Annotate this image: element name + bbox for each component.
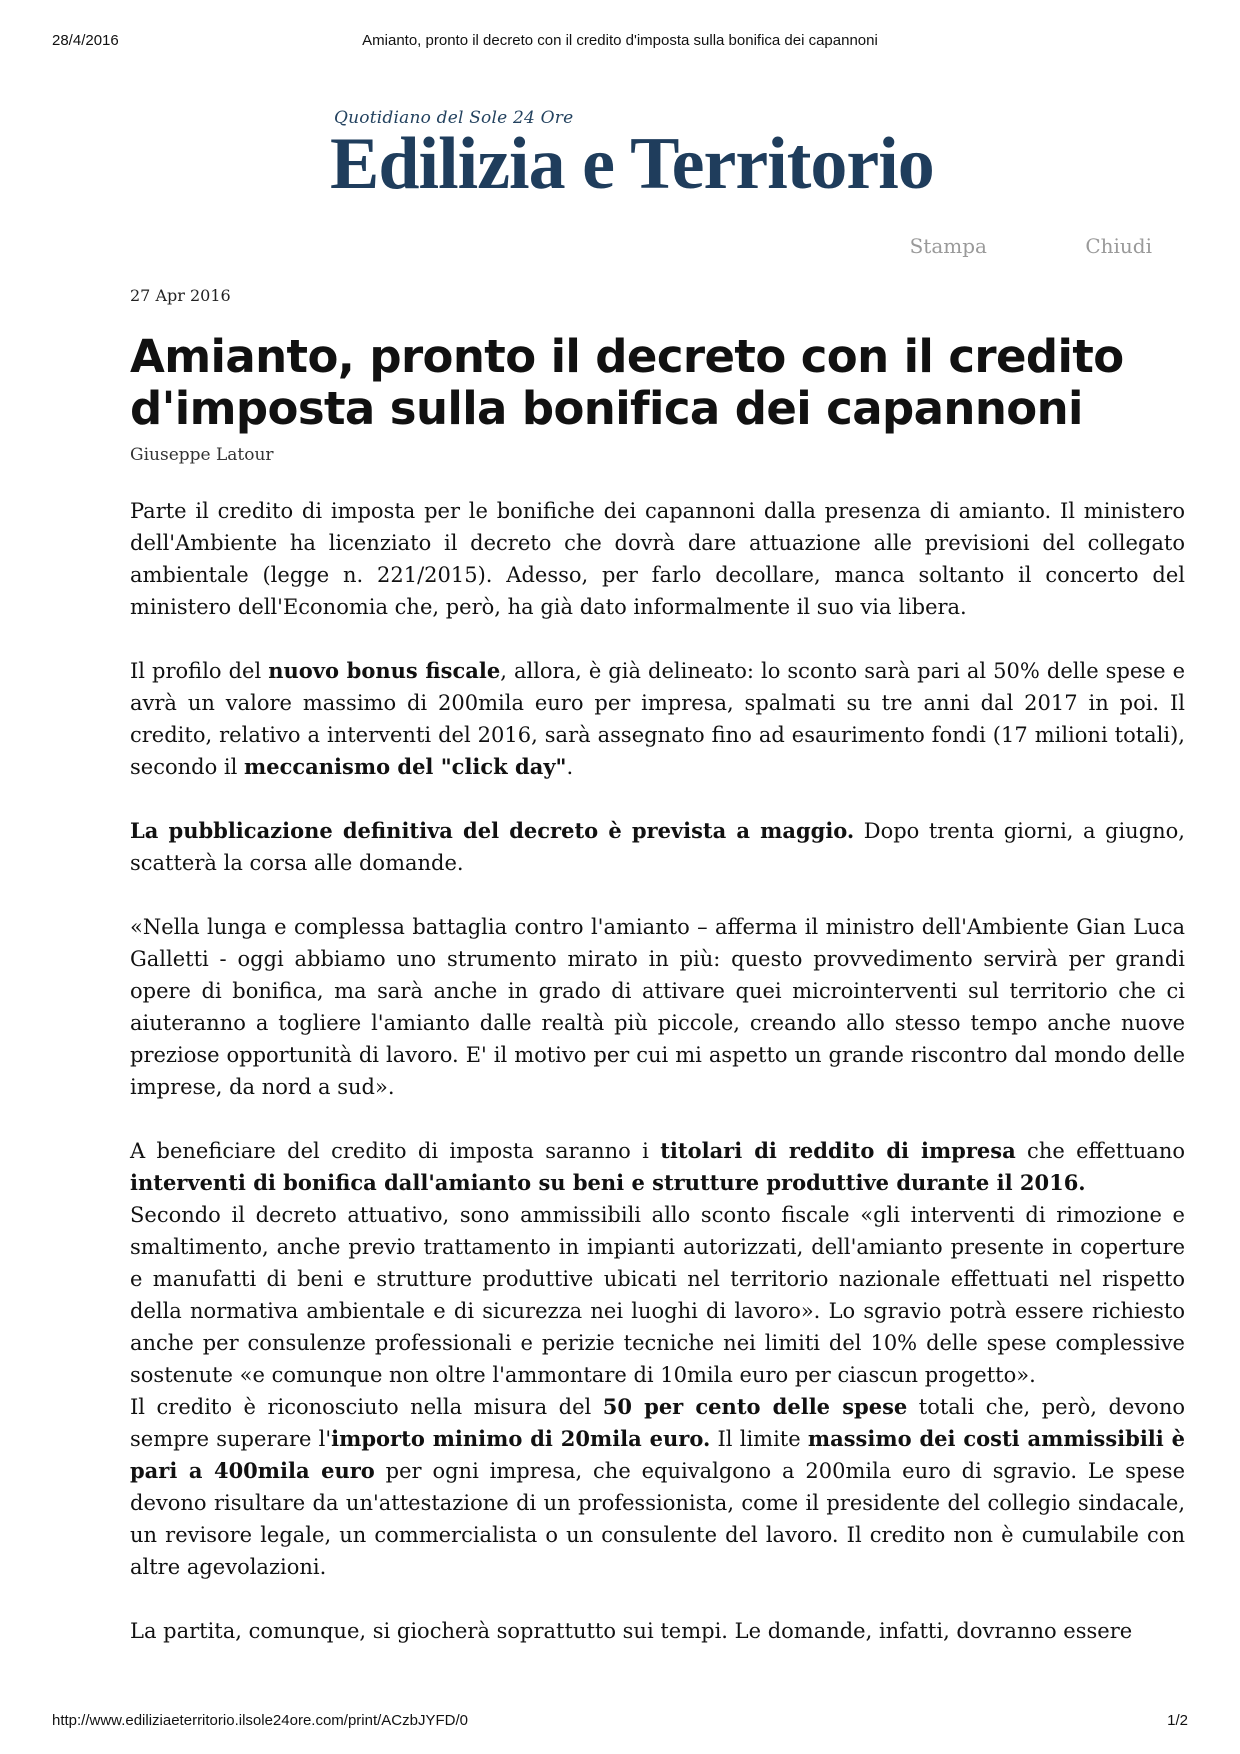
bold-run: 50 per cento delle spese: [602, 1394, 908, 1419]
text-run: Il profilo del: [130, 659, 269, 683]
article-date: 27 Apr 2016: [130, 286, 231, 305]
paragraph: La partita, comunque, si giocherà soprattutto sui tempi. Le domande, infatti, dovranno essere: [130, 1619, 1133, 1643]
print-header: [52, 32, 1188, 56]
bold-run: massimo dei costi ammissibili è pari a 400mila euro: [130, 1426, 1185, 1483]
paragraph: [130, 1135, 1185, 1199]
print-page-title: Amianto, pronto il decreto con il credito d'imposta sulla bonifica dei capannoni: [362, 32, 878, 49]
bold-run: nuovo bonus fiscale: [268, 658, 501, 683]
text-run: Il limite: [710, 1427, 808, 1451]
print-date: 28/4/2016: [52, 32, 119, 49]
text-run: totali che, però, devono sempre superare l': [130, 1395, 1185, 1451]
text-run: per ogni impresa, che equivalgono a 200mila euro di sgravio. Le spese devono risultare da un'attestazione di un professionista, come il presidente del collegio sindacale, un revisore legale, un commercialista o un consulente del lavoro. Il credito non è cumulabile con altre agevolazioni.: [130, 1459, 1185, 1579]
bold-run: La pubblicazione definitiva del decreto è prevista a maggio.: [130, 818, 855, 843]
masthead-logo: Edilizia e Territorio: [330, 123, 934, 205]
print-footer: [52, 1712, 1188, 1736]
bold-run: meccanismo del "click day": [244, 754, 567, 779]
bold-run: titolari di reddito di impresa: [660, 1138, 1016, 1163]
text-run: , allora, è già delineato: lo sconto sarà pari al 50% delle spese e avrà un valore massimo di 200mila euro per impresa, spalmati su tre anni dal 2017 in poi. Il credito, relativo a interventi del 2016, sarà assegnato fino ad esaurimento fondi (17 milioni totali), secondo il: [130, 659, 1186, 779]
paragraph: Parte il credito di imposta per le bonifiche dei capannoni dalla presenza di amianto. Il ministero dell'Ambiente ha licenziato il decreto che dovrà dare attuazione alle previsioni del collegato ambientale (legge n. 221/2015). Adesso, per farlo decollare, manca soltanto il concerto del ministero dell'Economia che, però, ha già dato informalmente il suo via libera.: [130, 499, 1185, 619]
paragraph: Secondo il decreto attuativo, sono ammissibili allo sconto fiscale «gli interventi di rimozione e smaltimento, anche previo trattamento in impianti autorizzati, dell'amianto presente in coperture e manufatti di beni e strutture produttive ubicati nel territorio nazionale effettuati nel rispetto della normativa ambientale e di sicurezza nei luoghi di lavoro». Lo sgravio potrà essere richiesto anche per consulenze professionali e perizie tecniche nei limiti del 10% delle spese complessive sostenute «e comunque non oltre l'ammontare di 10mila euro per ciascun progetto».: [130, 1203, 1185, 1387]
paragraph: [130, 815, 1185, 879]
paragraph: [130, 655, 1185, 783]
article-actions: [818, 234, 1152, 258]
text-run: Il credito è riconosciuto nella misura del: [130, 1395, 603, 1419]
article-title: Amianto, pronto il decreto con il credito d'imposta sulla bonifica dei capannoni: [130, 330, 1124, 435]
page-url: http://www.ediliziaeterritorio.ilsole24ore.com/print/ACzbJYFD/0: [52, 1712, 468, 1729]
paragraph: [130, 1391, 1185, 1583]
masthead: [330, 108, 970, 204]
text-run: Dopo trenta giorni, a giugno, scatterà la corsa alle domande.: [130, 819, 1185, 875]
close-button[interactable]: Chiudi: [1085, 234, 1152, 258]
article-author: Giuseppe Latour: [130, 445, 274, 465]
article-body: [130, 495, 1185, 1647]
text-run: che effettuano: [1015, 1139, 1185, 1163]
masthead-kicker: Quotidiano del Sole 24 Ore: [334, 108, 574, 128]
text-run: .: [566, 755, 574, 779]
bold-run: importo minimo di 20mila euro.: [331, 1426, 711, 1451]
text-run: A beneficiare del credito di imposta saranno i: [130, 1139, 661, 1163]
bold-run: interventi di bonifica dall'amianto su beni e strutture produttive durante il 2016.: [130, 1170, 1086, 1195]
page-number: 1/2: [1167, 1712, 1188, 1729]
quote-paragraph: «Nella lunga e complessa battaglia contro l'amianto – afferma il ministro dell'Ambiente Gian Luca Galletti - oggi abbiamo uno strumento mirato in più: questo provvedimento servirà per grandi opere di bonifica, ma sarà anche in grado di attivare quei microinterventi sul territorio che ci aiuteranno a togliere l'amianto dalle realtà più piccole, creando allo stesso tempo anche nuove preziose opportunità di lavoro. E' il motivo per cui mi aspetto un grande riscontro dal mondo delle imprese, da nord a sud».: [130, 915, 1185, 1099]
print-button[interactable]: Stampa: [909, 234, 987, 258]
article: [130, 286, 1185, 1679]
